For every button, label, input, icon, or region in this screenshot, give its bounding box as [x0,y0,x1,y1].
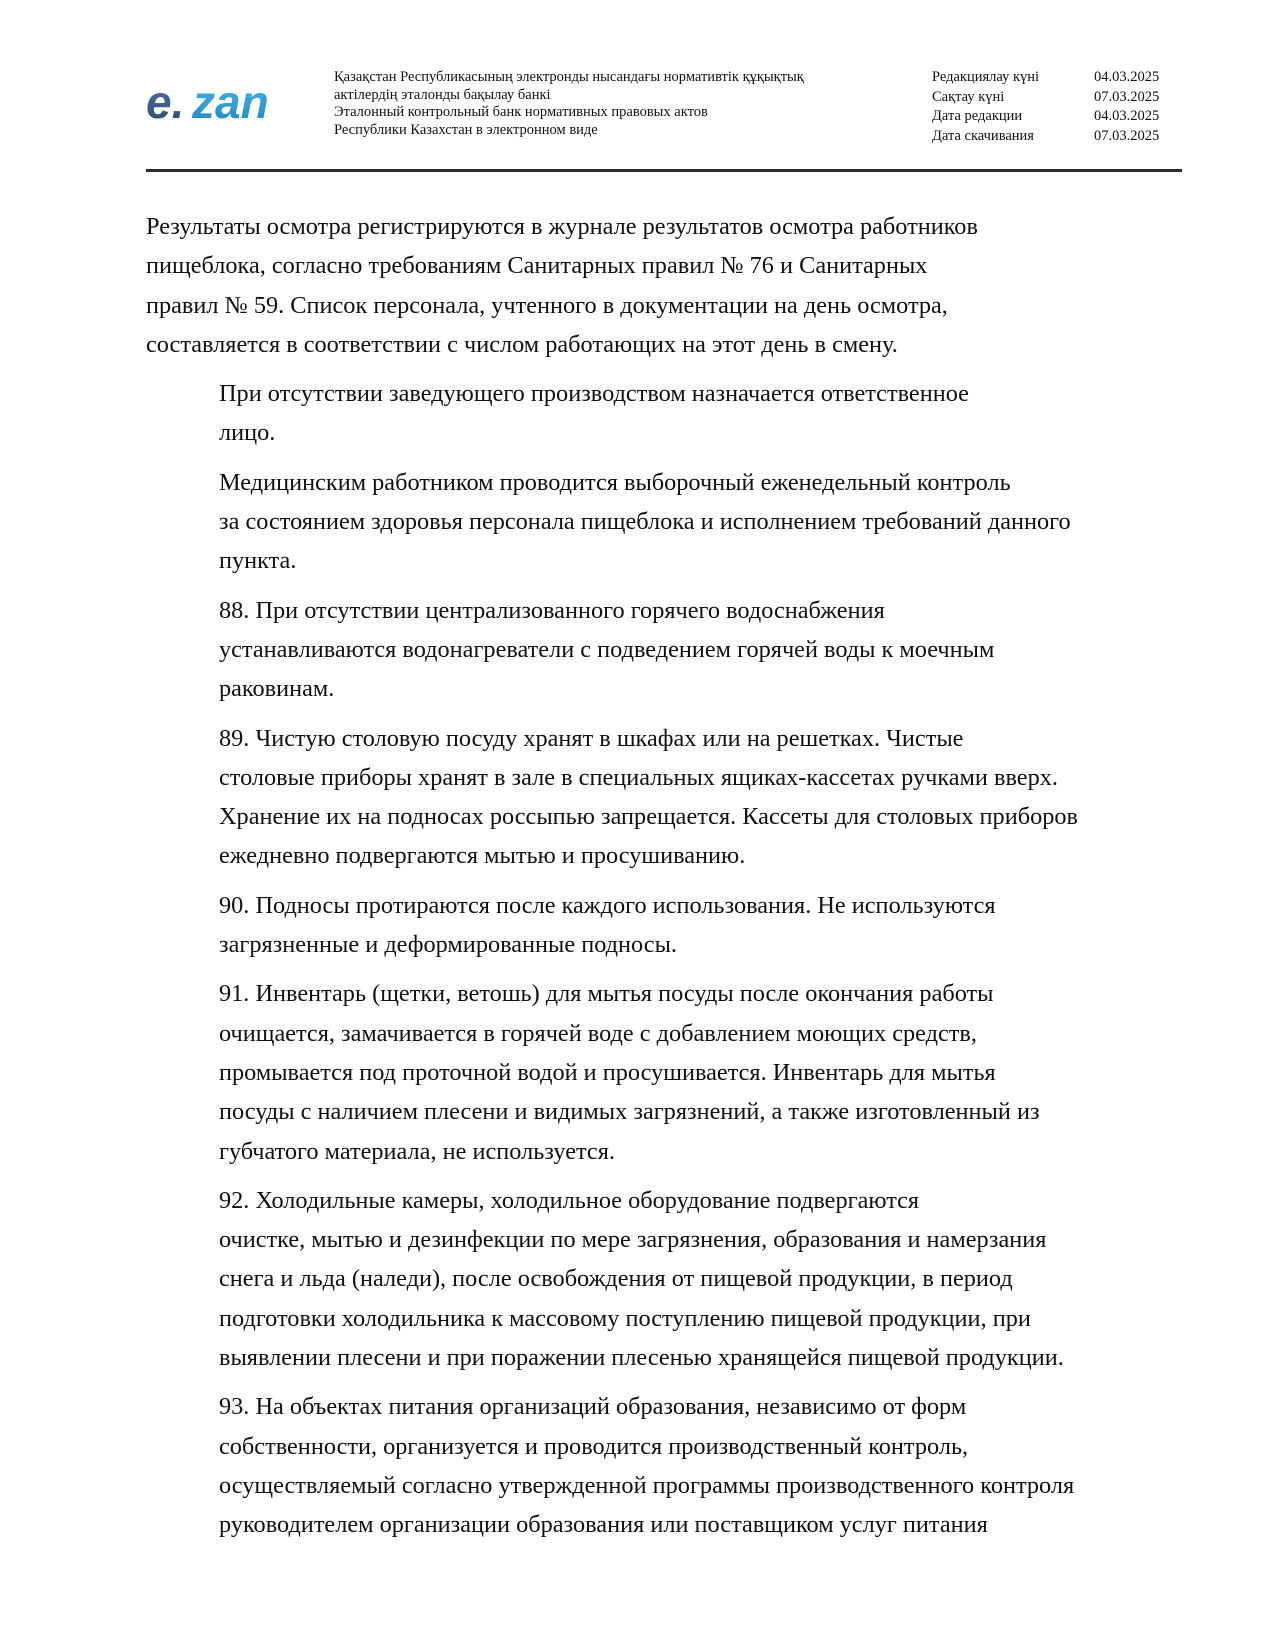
text-line: посуды с наличием плесени и видимых загрязнений, а также изготовленный из [219,1098,1040,1126]
text-line: При отсутствии заведующего производством назначается ответственное [219,380,969,408]
meta-value: 07.03.2025 [1094,88,1160,105]
meta-row-edit-date-ru [932,107,1182,127]
meta-label: Дата скачивания [932,127,1034,144]
page-header [146,60,1182,170]
text-line: загрязненные и деформированные подносы. [219,931,677,959]
header-title-line: актілердің эталонды бақылау банкі [334,86,551,103]
meta-label: Редакциялау күні [932,69,1040,85]
header-title-line: Қазақстан Республикасының электронды нысандағы нормативтік құқықтық [334,69,804,85]
text-line: правил № 59. Список персонала, учтенного в документации на день осмотра, [146,291,948,319]
ezan-logo [146,74,296,130]
text-line: 93. На объектах питания организаций образования, независимо от форм [219,1393,967,1421]
text-line: устанавливаются водонагреватели с подведением горячей воды к моечным [219,635,995,663]
meta-label: Дата редакции [932,108,1023,124]
text-line: руководителем организации образования или поставщиком услуг питания [219,1511,988,1539]
header-title-line: Республики Казахстан в электронном виде [334,121,598,138]
text-line: лицо. [219,419,276,447]
paragraph-90 [146,886,1186,965]
text-line: подготовки холодильника к массовому поступлению пищевой продукции, при [219,1304,1031,1332]
text-line: Медицинским работником проводится выборочный еженедельный контроль [219,468,1011,496]
paragraph-91 [146,974,1186,1170]
text-line: снега и льда (наледи), после освобождения от пищевой продукции, в период [219,1265,1013,1293]
text-line: 90. Подносы протираются после каждого использования. Не используются [219,891,996,919]
logo-e: e. [146,76,185,128]
text-line: выявлении плесени и при поражении плесенью хранящейся пищевой продукции. [219,1344,1064,1372]
text-line: промывается под проточной водой и просушивается. Инвентарь для мытья [219,1058,996,1086]
text-line: осуществляемый согласно утвержденной программы производственного контроля [219,1471,1075,1499]
meta-row-edit-date-kz [932,68,1182,88]
text-line: 88. При отсутствии централизованного горячего водоснабжения [219,596,885,624]
header-title-line: Эталонный контрольный банк нормативных правовых актов [334,104,708,120]
text-line: ежедневно подвергаются мытью и просушиванию. [219,842,746,870]
paragraph-89 [146,719,1186,876]
text-line: составляется в соответствии с числом работающих на этот день в смену. [146,330,898,358]
meta-value: 04.03.2025 [1094,108,1160,124]
header-meta [932,68,1182,146]
paragraph-93 [146,1387,1186,1544]
text-line: губчатого материала, не используется. [219,1137,615,1165]
paragraph-92 [146,1181,1186,1377]
text-line: Хранение их на подносах россыпью запрещается. Кассеты для столовых приборов [219,803,1078,831]
text-line: собственности, организуется и проводится производственный контроль, [219,1432,969,1460]
text-line: за состоянием здоровья персонала пищеблока и исполнением требований данного [219,508,1071,536]
text-line: очистке, мытью и дезинфекции по мере загрязнения, образования и намерзания [219,1226,1047,1254]
meta-value: 07.03.2025 [1094,127,1160,144]
paragraph-inspection-results [146,207,1186,364]
header-title [334,69,894,139]
text-line: 92. Холодильные камеры, холодильное оборудование подвергаются [219,1186,920,1214]
header-divider [146,169,1182,172]
text-line: 89. Чистую столовую посуду хранят в шкафах или на решетках. Чистые [219,724,964,752]
text-line: пищеблока, согласно требованиям Санитарных правил № 76 и Санитарных [146,252,928,280]
text-line: раковинам. [219,675,335,703]
paragraph-responsible-person [146,374,1186,453]
document-body [146,207,1186,1555]
meta-value: 04.03.2025 [1094,69,1160,85]
text-line: очищается, замачивается в горячей воде с добавлением моющих средств, [219,1019,977,1047]
paragraph-88 [146,591,1186,709]
logo-zan: zan [192,76,269,128]
text-line: пункта. [219,547,297,575]
meta-row-download-date-ru [932,127,1182,147]
meta-row-save-date-kz [932,88,1182,108]
text-line: Результаты осмотра регистрируются в журнале результатов осмотра работников [146,213,978,240]
text-line: 91. Инвентарь (щетки, ветошь) для мытья посуды после окончания работы [219,980,994,1008]
meta-label: Сақтау күні [932,88,1005,105]
paragraph-medical-control [146,463,1186,581]
ezan-logo-graphic [146,74,296,130]
text-line: столовые приборы хранят в зале в специальных ящиках-кассетах ручками вверх. [219,763,1058,791]
